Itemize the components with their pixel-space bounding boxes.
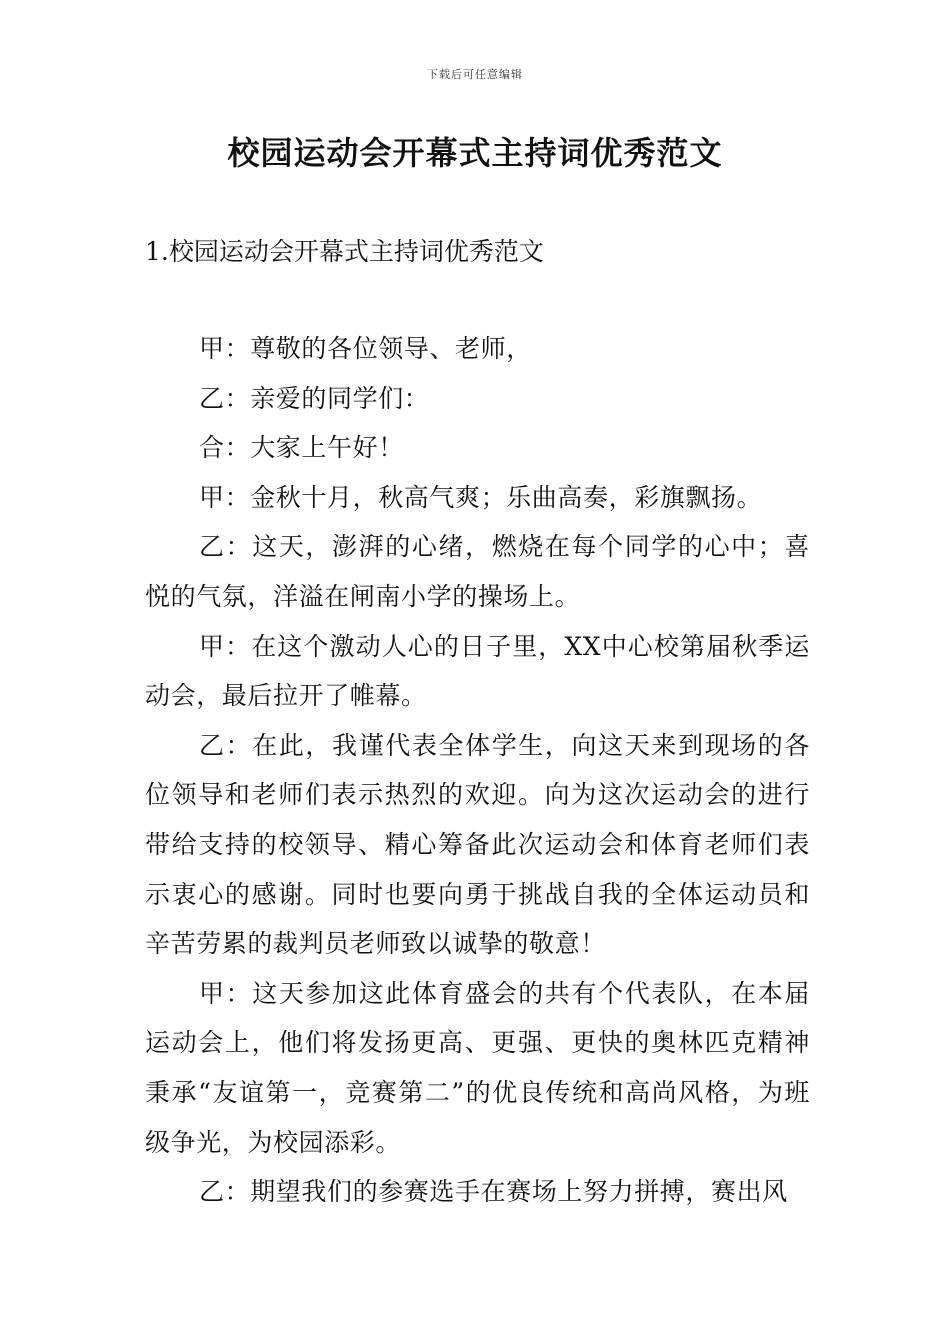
header-note: 下载后可任意编辑 [427,68,523,81]
paragraph: 甲：金秋十月，秋高气爽；乐曲高奏，彩旗飘扬。 [199,482,763,512]
paragraph: 乙：期望我们的参赛选手在赛场上努力拼搏，赛出风 [199,1177,788,1207]
document-title: 校园运动会开幕式主持词优秀范文 [227,134,723,172]
paragraph: 合：大家上午好！ [199,433,404,463]
paragraph: 乙：亲爱的同学们： [199,383,430,413]
body-text [145,324,810,1217]
paragraph: 乙：在此，我谨代表全体学生，向这天来到现场的各位领导和老师们表示热烈的欢迎。向为这次运动会的进行带给支持的校领导、精心筹备此次运动会和体育老师们表示衷心的感谢。同时也要向勇于挑战自我的全体运动员和辛苦劳累的裁判员老师致以诚挚的敬意！ [145,730,810,959]
paragraph: 乙：这天，澎湃的心绪，燃烧在每个同学的心中；喜悦的气氛，洋溢在闸南小学的操场上。 [145,532,810,611]
section-heading: 1.校园运动会开幕式主持词优秀范文 [145,237,544,266]
paragraph: 甲：尊敬的各位领导、老师， [199,334,532,363]
paragraph: 甲：在这个激动人心的日子里，XX中心校第届秋季运动会，最后拉开了帷幕。 [145,631,810,711]
paragraph: 甲：这天参加这此体育盛会的共有个代表队，在本届运动会上，他们将发扬更高、更强、更快的奥林匹克精神秉承“友谊第一，竞赛第二”的优良传统和高尚风格，为班级争光，为校园添彩。 [145,978,810,1157]
